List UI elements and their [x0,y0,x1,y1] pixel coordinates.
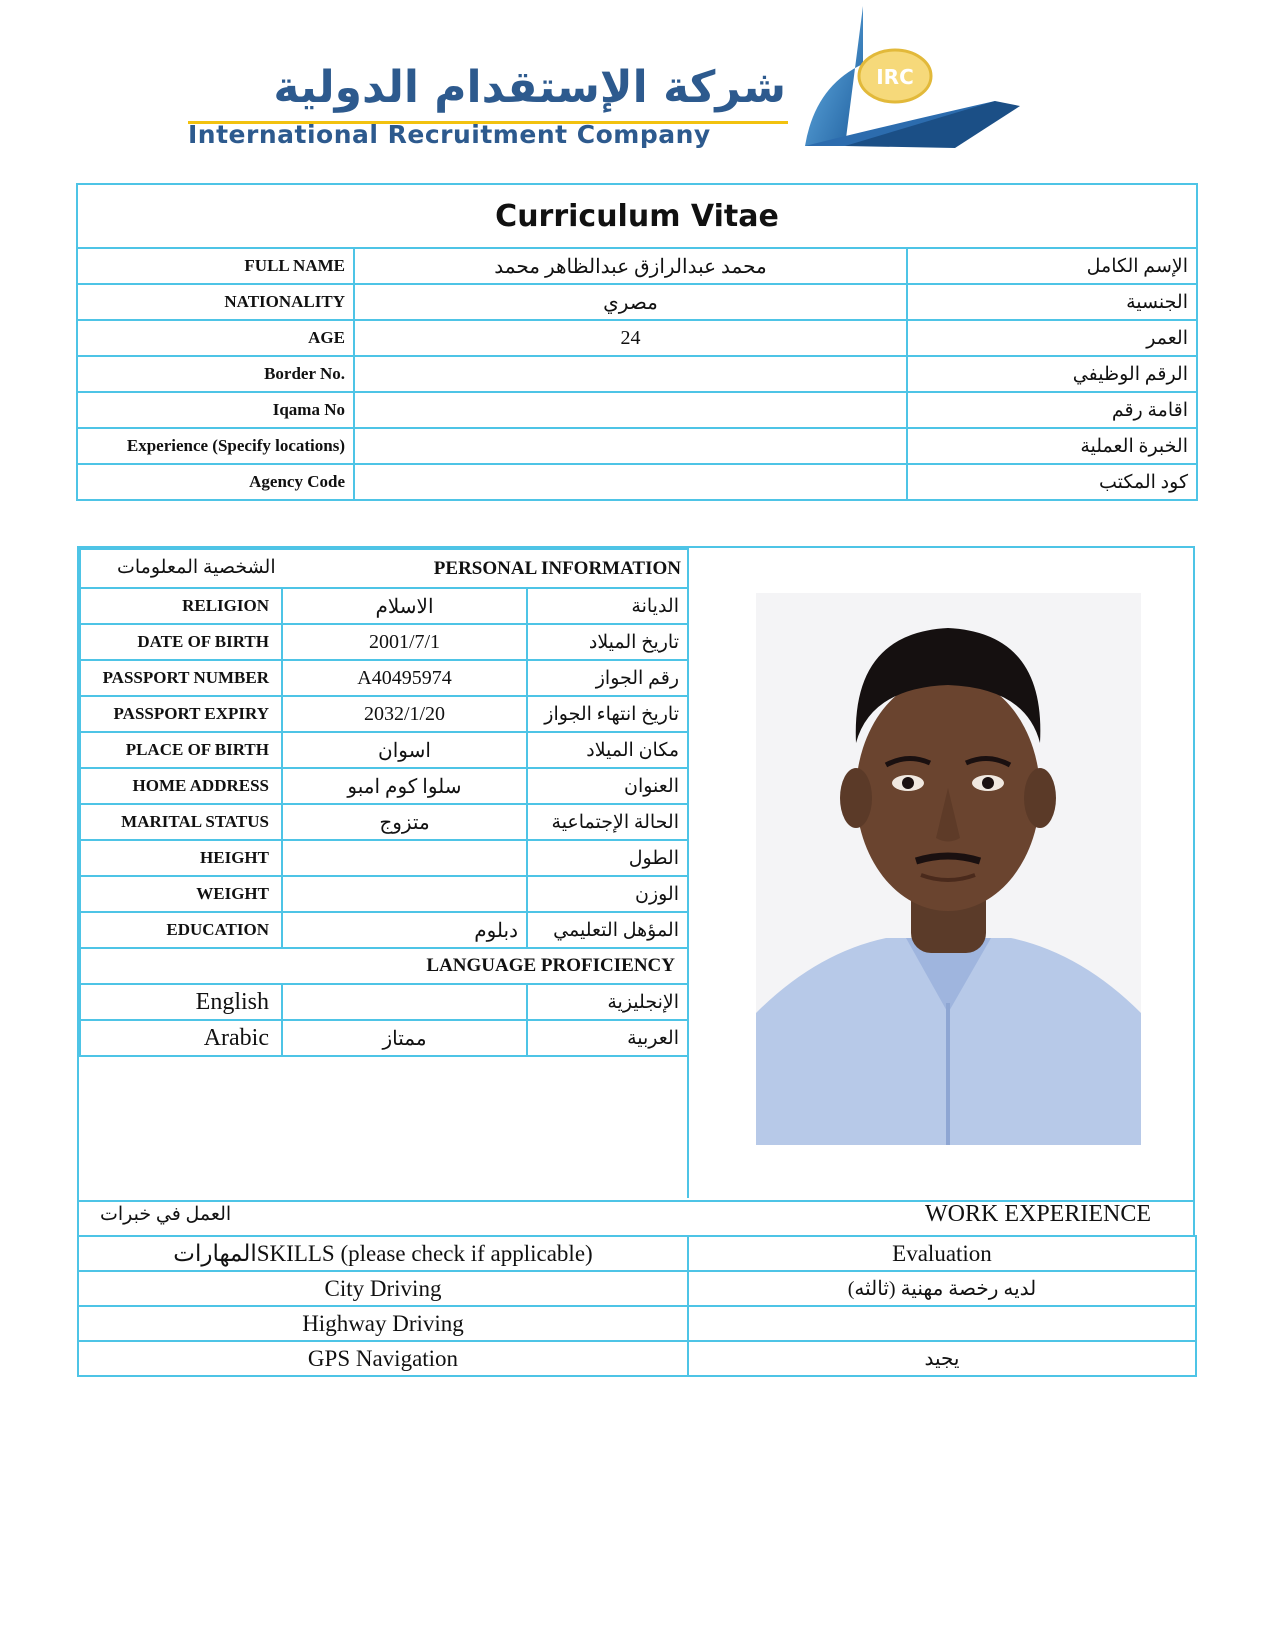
home-address-value: سلوا كوم امبو [282,768,527,804]
full-name-value: محمد عبدالرازق عبدالظاهر محمد [354,248,907,284]
page-title: Curriculum Vitae [77,184,1197,248]
personal-info-heading-ar: الشخصية المعلومات [117,557,276,578]
language-english-label: English [80,984,282,1020]
full-name-label: FULL NAME [77,248,354,284]
experience-label: Experience (Specify locations) [77,428,354,464]
religion-label-ar: الديانة [527,588,688,624]
dob-value: 2001/7/1 [282,624,527,660]
logo-mark-text: IRC [876,65,914,89]
nationality-label-ar: الجنسية [907,284,1197,320]
passport-expiry-label: PASSPORT EXPIRY [80,696,282,732]
table-row [77,464,1197,500]
home-address-label: HOME ADDRESS [80,768,282,804]
table-row [77,392,1197,428]
weight-label: WEIGHT [80,876,282,912]
home-address-label-ar: العنوان [527,768,688,804]
table-row [80,804,688,840]
border-no-label-ar: الرقم الوظيفي [907,356,1197,392]
passport-expiry-value: 2032/1/20 [282,696,527,732]
skill-gps-navigation: GPS Navigation [78,1341,688,1376]
height-label-ar: الطول [527,840,688,876]
company-name-arabic: شركة الإستقدام الدولية [273,62,786,113]
table-row [78,1271,1196,1306]
iqama-no-value [354,392,907,428]
education-label: EDUCATION [80,912,282,948]
education-value: دبلوم [282,912,527,948]
table-row [80,948,688,984]
agency-code-label-ar: كود المكتب [907,464,1197,500]
table-row [78,1341,1196,1376]
agency-code-value [354,464,907,500]
marital-status-label: MARITAL STATUS [80,804,282,840]
iqama-no-label: Iqama No [77,392,354,428]
table-row [80,549,688,588]
table-row [80,912,688,948]
experience-label-ar: الخبرة العملية [907,428,1197,464]
table-row [77,356,1197,392]
skill-highway-driving: Highway Driving [78,1306,688,1341]
place-of-birth-value: اسوان [282,732,527,768]
company-logo-icon [805,6,1025,156]
skills-table [77,1235,1197,1377]
passport-number-label-ar: رقم الجواز [527,660,688,696]
place-of-birth-label: PLACE OF BIRTH [80,732,282,768]
nationality-value: مصري [354,284,907,320]
border-no-value [354,356,907,392]
marital-status-label-ar: الحالة الإجتماعية [527,804,688,840]
cv-summary-table [76,183,1198,501]
evaluation-header: Evaluation [688,1236,1196,1271]
age-value: 24 [354,320,907,356]
table-row [80,1020,688,1056]
iqama-no-label-ar: اقامة رقم [907,392,1197,428]
passport-number-value: A40495974 [282,660,527,696]
full-name-label-ar: الإسم الكامل [907,248,1197,284]
language-arabic-label: Arabic [80,1020,282,1056]
skill-city-driving-evaluation: لديه رخصة مهنية (ثالثه) [688,1271,1196,1306]
dob-label: DATE OF BIRTH [80,624,282,660]
age-label: AGE [77,320,354,356]
dob-label-ar: تاريخ الميلاد [527,624,688,660]
skill-highway-driving-evaluation [688,1306,1196,1341]
applicant-photo [756,593,1141,1145]
table-row [77,320,1197,356]
table-row [80,588,688,624]
marital-status-value: متزوج [282,804,527,840]
language-english-label-ar: الإنجليزية [527,984,688,1020]
table-row [78,1236,1196,1271]
passport-number-label: PASSPORT NUMBER [80,660,282,696]
religion-label: RELIGION [80,588,282,624]
language-proficiency-heading: LANGUAGE PROFICIENCY [80,948,688,984]
weight-value [282,876,527,912]
table-row [78,1306,1196,1341]
table-row [80,696,688,732]
education-label-ar: المؤهل التعليمي [527,912,688,948]
table-row [80,732,688,768]
table-row [80,660,688,696]
age-label-ar: العمر [907,320,1197,356]
language-arabic-level: ممتاز [282,1020,527,1056]
table-row [77,428,1197,464]
company-name-english: International Recruitment Company [188,120,711,149]
personal-info-heading: PERSONAL INFORMATION [433,558,681,579]
table-row [77,284,1197,320]
table-row [80,768,688,804]
table-row [80,984,688,1020]
agency-code-label: Agency Code [77,464,354,500]
personal-info-table [79,548,689,1057]
experience-value [354,428,907,464]
work-experience-heading-ar: العمل في خبرات [100,1204,232,1225]
border-no-label: Border No. [77,356,354,392]
skills-header: المهاراتSKILLS (please check if applicable) [78,1236,688,1271]
skill-city-driving: City Driving [78,1271,688,1306]
table-row [80,876,688,912]
table-row [77,248,1197,284]
nationality-label: NATIONALITY [77,284,354,320]
place-of-birth-label-ar: مكان الميلاد [527,732,688,768]
language-english-level [282,984,527,1020]
work-experience-heading: WORK EXPERIENCE [925,1201,1151,1227]
height-label: HEIGHT [80,840,282,876]
skill-gps-navigation-evaluation: يجيد [688,1341,1196,1376]
table-row [80,624,688,660]
height-value [282,840,527,876]
weight-label-ar: الوزن [527,876,688,912]
religion-value: الاسلام [282,588,527,624]
language-arabic-label-ar: العربية [527,1020,688,1056]
table-row [80,840,688,876]
passport-expiry-label-ar: تاريخ انتهاء الجواز [527,696,688,732]
